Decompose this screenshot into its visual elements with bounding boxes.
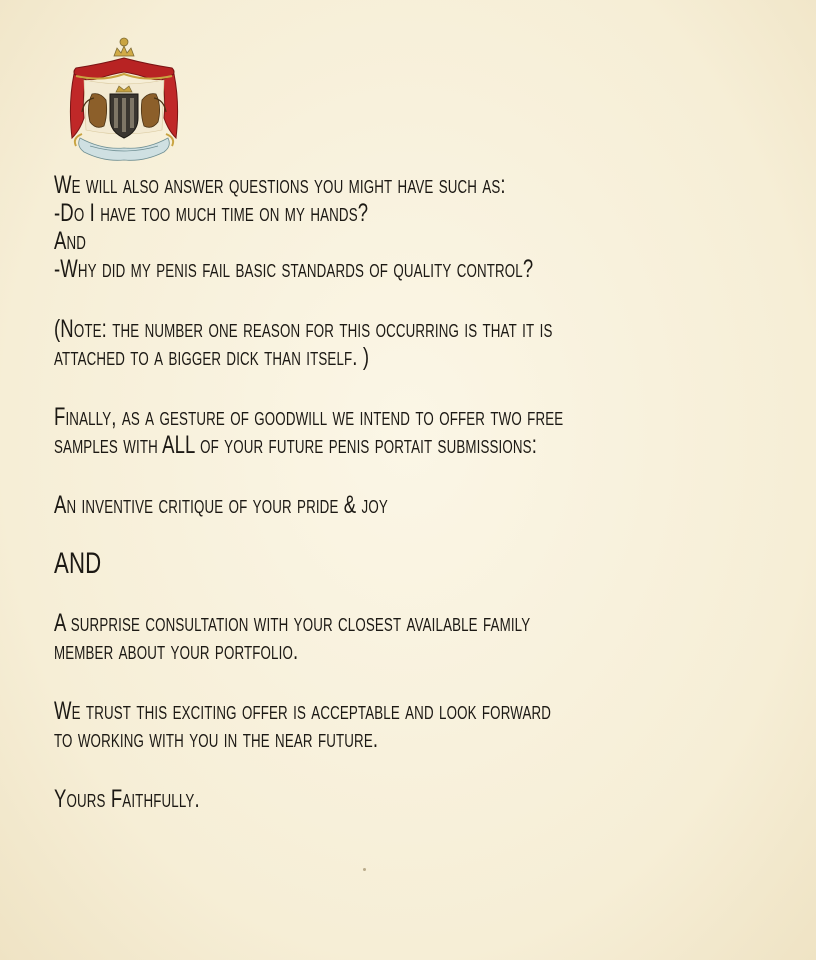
closing-line-2: to working with you in the near future. — [54, 725, 379, 753]
and-2-line: AND — [54, 547, 102, 580]
signoff-line: Yours Faithfully. — [54, 785, 200, 813]
questions-intro-line: We will also answer questions you might have such as: — [54, 171, 506, 199]
finally-line-1: Finally, as a gesture of goodwill we intend to offer two free — [54, 403, 564, 431]
question-1-line: -Do I have too much time on my hands? — [54, 199, 369, 227]
and-1-line: And — [54, 227, 87, 255]
letter-body — [54, 171, 784, 813]
closing-line-1: We trust this exciting offer is acceptable and look forward — [54, 697, 552, 725]
sample-2-line-1: A surprise consultation with your closest available family — [54, 609, 531, 637]
note-line-1: (Note: the number one reason for this occurring is that it is — [54, 315, 553, 343]
coat-of-arms-crest — [62, 34, 186, 166]
sample-2-line-2: member about your portfolio. — [54, 637, 299, 665]
paper-speck — [363, 868, 366, 871]
finally-line-2: samples with ALL of your future penis portait submissions: — [54, 431, 537, 459]
question-2-line: -Why did my penis fail basic standards of quality control? — [54, 255, 534, 283]
note-line-2: attached to a bigger dick than itself. ) — [54, 343, 370, 371]
sample-1-line: An inventive critique of your pride & joy — [54, 491, 388, 519]
